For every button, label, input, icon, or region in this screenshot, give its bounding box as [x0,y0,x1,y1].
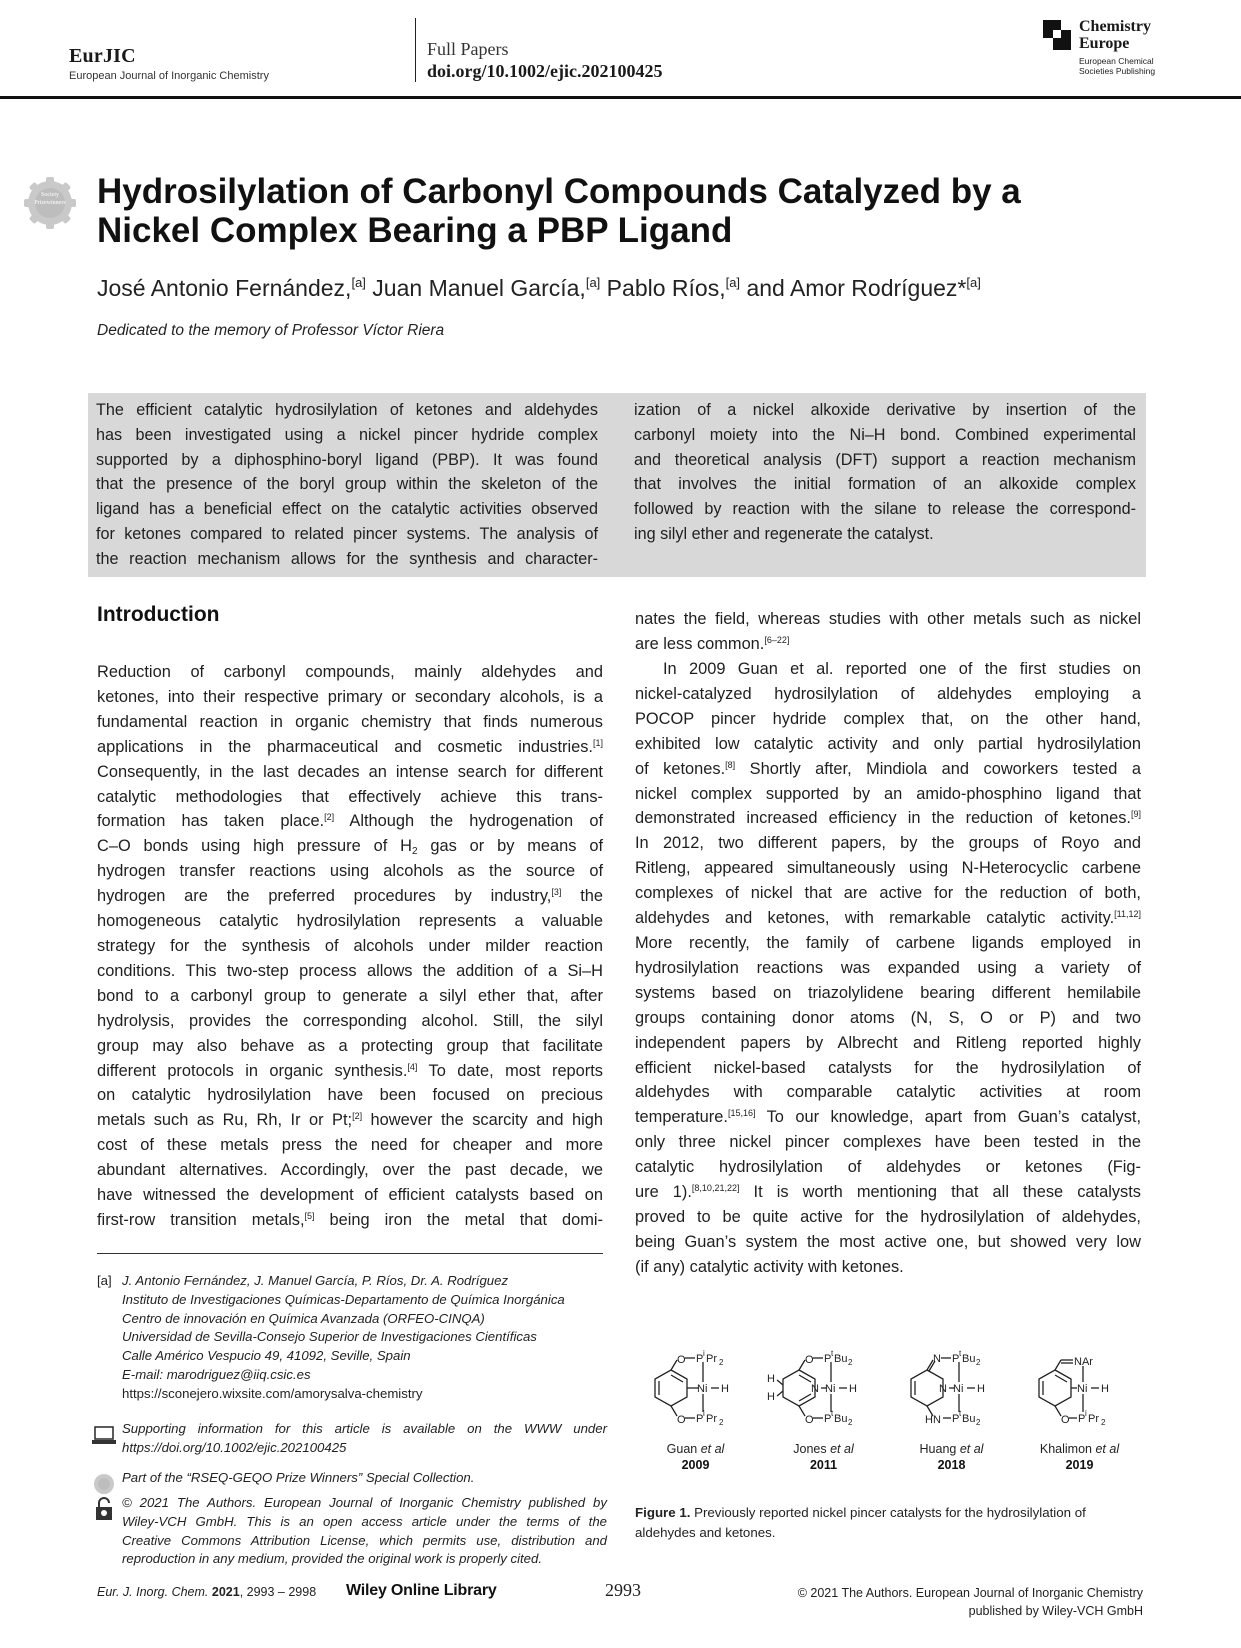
structure-khalimon [1017,1340,1142,1470]
body-line: demonstrated increased efficiency in the reduction of ketones.[9] [635,809,1141,828]
body-line: groups containing donor atoms (N, S, O or P) and two [635,1008,1141,1027]
svg-text:Bu: Bu [962,1353,976,1365]
badge-label: Society Prizewinners [34,192,66,206]
body-line: (if any) catalytic activity with ketones. [635,1257,904,1276]
svg-text:Pr: Pr [1088,1413,1099,1425]
body-line: aldehydes and ketones, with remarkable catalytic activity.[11,12] [635,909,1141,928]
svg-text:P: P [952,1413,960,1425]
body-line: hydrogen transfer reactions using alcohols as the source of [97,862,603,881]
svg-text:O: O [805,1354,814,1366]
body-line: group may also behave as a protecting group that facilitate [97,1036,603,1055]
gear-badge-icon [91,1471,117,1497]
svg-text:Ni: Ni [953,1383,964,1395]
affiliation-tag: [a] [97,1273,112,1288]
body-line: bond to a carbonyl group to generate a silyl ether that, after [97,986,603,1005]
svg-text:O: O [1061,1414,1070,1426]
body-right-column-top [635,607,1141,657]
svg-text:O: O [677,1354,686,1366]
journal-abbrev: EurJIC [69,45,136,67]
abstract-line: ligand has a beneficial effect on the catalytic activities observed [96,500,598,519]
svg-text:t: t [959,1349,962,1358]
svg-text:O: O [677,1414,686,1426]
body-line: Ritleng, appeared simultaneously using N-Heterocyclic carbene [635,859,1141,878]
body-line: are less common.[6–22] [635,634,790,653]
body-line: ure 1).[8,10,21,22] It is worth mentioning that all these catalysts [635,1183,1141,1202]
svg-text:N: N [933,1353,941,1365]
citation-ref[interactable]: [9] [1130,809,1141,820]
body-line: conditions. This two-step process allows the addition of a Si–H [97,961,603,980]
doi-link[interactable]: doi.org/10.1002/ejic.202100425 [427,61,663,81]
svg-text:H: H [849,1383,857,1395]
body-line: In 2009 Guan et al. reported one of the first studies on [663,660,1141,678]
section-heading-introduction: Introduction [97,603,220,626]
citation-ref[interactable]: [4] [407,1061,418,1072]
svg-text:Ni: Ni [1077,1383,1088,1395]
figure-caption-label: Figure 1. [635,1505,691,1520]
abstract-line: ization of a nickel alkoxide derivative by insertion of the [634,401,1136,419]
body-right-column [635,657,1141,1280]
svg-text:2: 2 [719,1418,724,1427]
wiley-online-library-link[interactable]: Wiley Online Library [346,1582,497,1599]
svg-text:NAr: NAr [1074,1356,1093,1368]
citation-ref[interactable]: [11,12] [1114,909,1141,920]
jones-pnp-structure-icon [761,1340,886,1440]
footer-copyright: © 2021 The Authors. European Journal of Inorganic Chemistry published by Wiley-VCH GmbH [797,1586,1143,1618]
dedication: Dedicated to the memory of Professor Víctor Riera [97,322,445,339]
author-affiliation: [a] [585,275,601,290]
article-type: Full Papers [427,39,509,59]
publisher-name: Chemistry Europe [1079,18,1151,52]
article-title: Hydrosilylation of Carbonyl Compounds Catalyzed by a Nickel Complex Bearing a PBP Ligand [97,172,1021,250]
body-line: different protocols in organic synthesis.[4] To date, most reports [97,1061,603,1080]
citation-ref[interactable]: [5] [304,1210,315,1221]
body-line: metals such as Ru, Rh, Ir or Pt;[2] however the scarcity and high [97,1111,603,1130]
svg-text:HN: HN [925,1414,941,1426]
body-line: formation has taken place.[2] Although the hydrogenation of [97,812,603,831]
structure-caption-year: 2018 [937,1458,966,1472]
svg-text:2: 2 [976,1418,981,1427]
author-name: and Amor Rodríguez* [740,275,967,301]
citation-ref[interactable]: [2] [352,1111,363,1122]
author-name: Pablo Ríos, [600,275,726,301]
figure-caption: Figure 1. Previously reported nickel pincer catalysts for the hydrosilylation of aldehydes and ketones. [635,1505,1086,1540]
body-line: exhibited low catalytic activity and only partial hydrosilylation [635,734,1141,753]
body-line: aldehydes with comparable catalytic activities at room [635,1083,1141,1102]
svg-text:t: t [831,1349,834,1358]
structure-caption-name: Khalimon et al [1039,1442,1120,1456]
abstract-line: that the presence of the boryl group within the skeleton of the [96,475,598,494]
structure-guan [633,1340,758,1470]
structure-huang [889,1340,1014,1470]
svg-text:P: P [824,1413,832,1425]
svg-text:2: 2 [719,1358,724,1367]
body-line: nickel-catalyzed hydrosilylation of aldehydes employing a [635,684,1141,703]
abstract-line: followed by reaction with the silane to release the correspond- [634,500,1136,519]
svg-text:2: 2 [848,1418,853,1427]
citation-ref[interactable]: [2] [324,812,335,823]
email-link[interactable]: E-mail: marodriguez@iiq.csic.es [122,1366,311,1382]
author-affiliation: [a] [725,275,741,290]
svg-text:2: 2 [848,1358,853,1367]
svg-text:Ni: Ni [825,1383,836,1395]
body-line: proved to be quite active for the hydrosilylation of aldehydes, [635,1207,1141,1226]
body-line: POCOP pincer hydride complex that, on the other hand, [635,709,1141,728]
structure-caption-name: Jones et al [793,1442,854,1456]
body-line: complexes of nickel that are active for the reduction of both, [635,884,1141,903]
abstract-right-column [634,398,1136,547]
journal-full-name: European Journal of Inorganic Chemistry [69,70,269,82]
open-access-lock-icon [91,1496,117,1522]
body-line: first-row transition metals,[5] being iron the metal that domi- [97,1210,603,1229]
structure-jones [761,1340,886,1470]
body-line: More recently, the family of carbene ligands employed in [635,933,1141,952]
footnote-rule [97,1253,603,1254]
body-line: ketones, into their respective primary or secondary alcohols, is a [97,687,603,706]
figure-1 [633,1340,1143,1490]
body-line: temperature.[15,16] To our knowledge, apart from Guan’s catalyst, [635,1108,1141,1127]
structure-caption-year: 2019 [1065,1458,1094,1472]
svg-text:Bu: Bu [834,1413,848,1425]
body-line: have witnessed the development of efficient catalysts based on [97,1186,603,1205]
svg-text:P: P [952,1353,960,1365]
body-line: fundamental reaction in organic chemistry that finds numerous [97,712,603,731]
abstract-line: supported by a diphosphino-boryl ligand (PBP). It was found [96,450,598,469]
society-prizewinners-badge [22,175,78,231]
citation-ref[interactable]: [6–22] [764,634,790,645]
body-line: catalytic hydrosilylation of aldehydes or ketones (Fig- [635,1158,1141,1177]
abstract-line: has been investigated using a nickel pincer hydride complex [96,425,598,444]
body-line: strategy for the synthesis of alcohols under milder reaction [97,936,603,955]
svg-text:2: 2 [1101,1418,1106,1427]
guan-pocop-structure-icon [633,1340,758,1440]
body-line: of ketones.[8] Shortly after, Mindiola and coworkers tested a [635,759,1141,778]
svg-text:H: H [1101,1383,1109,1395]
page-number: 2993 [605,1580,641,1600]
body-line: Reduction of carbonyl compounds, mainly aldehydes and [97,663,603,681]
citation-ref[interactable]: [8] [725,759,736,770]
author-list [97,275,981,302]
publisher-subtitle: European Chemical Societies Publishing [1079,56,1156,76]
affiliation-text: J. Antonio Fernández, J. Manuel García, P. Ríos, Dr. A. Rodríguez Instituto de Investigaciones Químicas-Departamento de Química Inorgánica Centro de innovación en Química Avanzada (ORFEO-CINQA) Universidad de Sevilla-Consejo Superior de Investigaciones Científicas Calle Américo Vespucio 49, 41092, Seville, Spain E-mail: marodriguez@iiq.csic.es https://sconejero.wixsite.com/amorysalva-chemistry [122,1272,607,1404]
structure-caption-name: Guan et al [666,1442,725,1456]
abstract-line: The efficient catalytic hydrosilylation of ketones and aldehydes [96,401,598,419]
svg-text:i: i [703,1409,705,1418]
body-line: efficient nickel-based catalysts for the hydrosilylation of [635,1058,1141,1077]
body-line: homogeneous catalytic hydrosilylation represents a valuable [97,912,603,931]
body-line: Consequently, in the last decades an intense search for different [97,762,603,781]
body-line: nates the field, whereas studies with other metals such as nickel [635,610,1141,628]
svg-text:Bu: Bu [834,1353,848,1365]
svg-text:Bu: Bu [962,1413,976,1425]
svg-text:H: H [767,1373,775,1385]
body-line: abundant alternatives. Accordingly, over the past decade, we [97,1161,603,1180]
body-line: only three nickel pincer complexes have been tested in the [635,1133,1141,1152]
body-line: hydrolysis, provides the corresponding alcohol. Still, the silyl [97,1011,603,1030]
body-line: cost of these metals press the need for cheaper and more [97,1136,603,1155]
abstract-line: and theoretical analysis (DFT) support a reaction mechanism [634,450,1136,469]
author-name: Juan Manuel García, [365,275,586,301]
structure-caption-name: Huang et al [919,1442,984,1456]
svg-text:H: H [767,1391,775,1403]
body-line: hydrogen are the preferred procedures by industry,[3] the [97,887,603,906]
body-line: catalytic methodologies that effectively achieve this trans- [97,787,603,806]
svg-text:N: N [939,1383,947,1395]
body-line: independent papers by Albrecht and Ritleng reported highly [635,1033,1141,1052]
svg-text:P: P [696,1353,704,1365]
body-line: systems based on triazolylidene bearing different hemilabile [635,983,1141,1002]
abstract-line: ing silyl ether and regenerate the catalyst. [634,524,934,543]
svg-text:H: H [721,1383,729,1395]
laptop-icon [91,1422,117,1448]
svg-text:O: O [805,1414,814,1426]
citation-ref[interactable]: [8,10,21,22] [691,1183,740,1194]
body-line: applications in the pharmaceutical and cosmetic industries.[1] [97,737,603,756]
svg-text:N: N [811,1383,819,1395]
body-line: being Guan’s system the most active one, but showed very low [635,1232,1141,1251]
chemistry-europe-logo[interactable] [1043,18,1183,82]
abstract-box [88,393,1146,577]
svg-text:t: t [959,1409,962,1418]
body-line: on catalytic hydrosilylation have been focused on precious [97,1086,603,1105]
structure-caption-year: 2009 [681,1458,710,1472]
body-line: In 2012, two different papers, by the groups of Royo and [635,834,1141,853]
svg-text:P: P [824,1353,832,1365]
svg-text:P: P [1078,1413,1086,1425]
author-affiliation: [a] [966,275,981,290]
body-line: hydrosilylation reactions was expanded using a variety of [635,958,1141,977]
svg-text:Pr: Pr [706,1353,717,1365]
huang-pnnp-structure-icon [889,1340,1014,1440]
svg-text:Ni: Ni [697,1383,708,1395]
body-line: nickel complex supported by an amido-phosphino ligand that [635,784,1141,803]
svg-text:P: P [696,1413,704,1425]
svg-text:H: H [977,1383,985,1395]
citation-ref[interactable]: [1] [592,737,603,748]
abstract-line: for ketones compared to related pincer systems. The analysis of [96,524,598,543]
citation-ref[interactable]: [15,16] [727,1108,756,1119]
abstract-line: carbonyl moiety into the Ni–H bond. Combined experimental [634,425,1136,444]
svg-text:Pr: Pr [706,1413,717,1425]
header-divider [415,18,416,82]
svg-text:i: i [1085,1409,1087,1418]
abstract-line: the reaction mechanism allows for the synthesis and character- [96,549,598,568]
abstract-line: that involves the initial formation of an alkoxide complex [634,475,1136,494]
author-affiliation: [a] [351,275,366,290]
structure-caption-year: 2011 [809,1458,838,1472]
khalimon-nco-structure-icon [1017,1340,1142,1440]
author-name: José Antonio Fernández, [97,275,352,301]
svg-text:t: t [831,1409,834,1418]
supporting-info-link[interactable]: https://doi.org/10.1002/ejic.202100425 [122,1439,347,1455]
chemistry-europe-mark-icon [1043,20,1071,50]
svg-text:2: 2 [976,1358,981,1367]
body-left-column [97,660,603,1233]
homepage-link[interactable]: https://sconejero.wixsite.com/amorysalva-chemistry [122,1385,423,1401]
footer-citation: Eur. J. Inorg. Chem. 2021, 2993 – 2998 [97,1585,317,1599]
body-line: C–O bonds using high pressure of $H_2$ gas or by means of [97,837,603,858]
abstract-left-column [96,398,598,572]
citation-ref[interactable]: [3] [551,887,562,898]
svg-text:i: i [703,1349,705,1358]
header-rule [0,96,1241,99]
